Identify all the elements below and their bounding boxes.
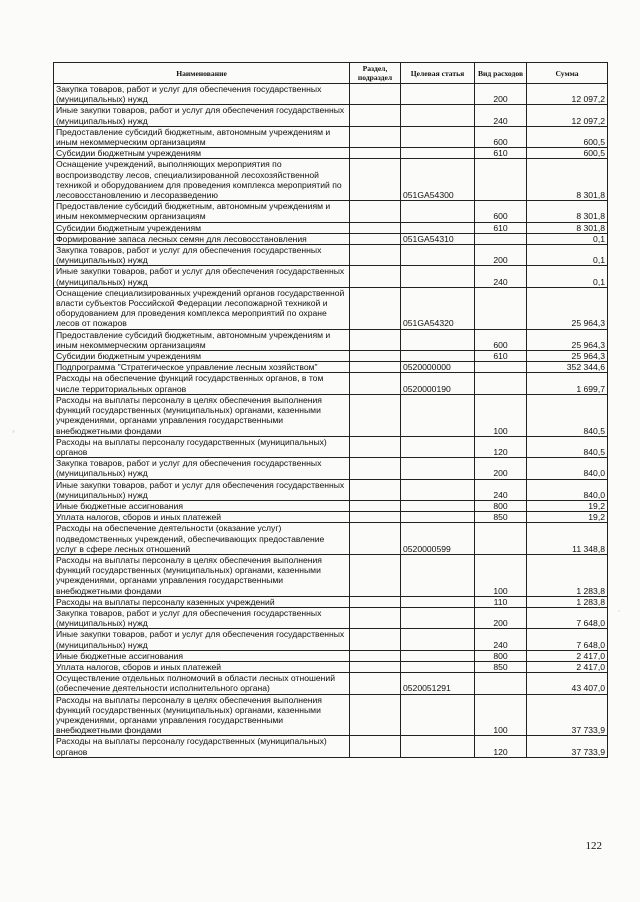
cell-target — [401, 105, 475, 126]
table-row — [54, 596, 608, 607]
cell-amount: 2 417,0 — [527, 661, 608, 672]
cell-name: Расходы на выплаты персоналу государственных (муниципальных) органов — [54, 736, 350, 757]
cell-name: Закупка товаров, работ и услуг для обеспечения государственных (муниципальных) нужд — [54, 84, 350, 105]
cell-target: 0520000190 — [401, 373, 475, 394]
cell-name: Иные бюджетные ассигнования — [54, 650, 350, 661]
table-row — [54, 512, 608, 523]
cell-section — [350, 105, 401, 126]
cell-name: Субсидии бюджетным учреждениям — [54, 222, 350, 233]
cell-name: Подпрограмма "Стратегическое управление лесным хозяйством" — [54, 362, 350, 373]
cell-section — [350, 201, 401, 222]
cell-name: Расходы на выплаты персоналу государственных (муниципальных) органов — [54, 436, 350, 457]
cell-target — [401, 596, 475, 607]
scan-speck — [618, 610, 620, 612]
cell-section — [350, 233, 401, 244]
cell-target: 0520000000 — [401, 362, 475, 373]
cell-target — [401, 351, 475, 362]
cell-section — [350, 512, 401, 523]
cell-amount: 8 301,8 — [527, 201, 608, 222]
cell-target — [401, 148, 475, 159]
cell-amount: 12 097,2 — [527, 84, 608, 105]
cell-section — [350, 287, 401, 329]
cell-target — [401, 554, 475, 596]
cell-expense-type — [475, 159, 527, 201]
cell-amount: 840,0 — [527, 479, 608, 500]
cell-section — [350, 329, 401, 350]
cell-section — [350, 523, 401, 555]
cell-target — [401, 394, 475, 436]
cell-expense-type: 800 — [475, 650, 527, 661]
cell-amount: 37 733,9 — [527, 694, 608, 736]
cell-expense-type: 200 — [475, 84, 527, 105]
cell-amount: 12 097,2 — [527, 105, 608, 126]
cell-name: Расходы на обеспечение функций государственных органов, в том числе территориальных органов — [54, 373, 350, 394]
cell-target — [401, 329, 475, 350]
cell-amount: 25 964,3 — [527, 351, 608, 362]
cell-expense-type: 110 — [475, 596, 527, 607]
table-row — [54, 126, 608, 147]
cell-expense-type: 200 — [475, 607, 527, 628]
cell-expense-type: 600 — [475, 329, 527, 350]
cell-amount: 25 964,3 — [527, 287, 608, 329]
cell-name: Осуществление отдельных полномочий в области лесных отношений (обеспечение деятельности исполнительного органа) — [54, 673, 350, 694]
cell-expense-type: 240 — [475, 266, 527, 287]
cell-section — [350, 373, 401, 394]
cell-amount: 0,1 — [527, 245, 608, 266]
cell-section — [350, 479, 401, 500]
cell-amount: 25 964,3 — [527, 329, 608, 350]
cell-section — [350, 554, 401, 596]
table-row — [54, 458, 608, 479]
cell-expense-type — [475, 233, 527, 244]
cell-expense-type — [475, 673, 527, 694]
cell-expense-type — [475, 373, 527, 394]
cell-name: Оснащение учреждений, выполняющих мероприятия по воспроизводству лесов, специализированной лесохозяйственной техникой и оборудованием для проведения комплекса мероприятий по лесовосстановлению и лесоразведению — [54, 159, 350, 201]
cell-section — [350, 126, 401, 147]
cell-expense-type: 600 — [475, 201, 527, 222]
cell-expense-type: 120 — [475, 736, 527, 757]
header-amount: Сумма — [527, 63, 608, 84]
cell-section — [350, 736, 401, 757]
header-target: Целевая статья — [401, 63, 475, 84]
cell-name: Расходы на выплаты персоналу в целях обеспечения выполнения функций государственных (муниципальных) органами, казенными учреждениями, органами управления государственными внебюджетными фондами — [54, 694, 350, 736]
cell-name: Предоставление субсидий бюджетным, автономным учреждениям и иным некоммерческим организациям — [54, 329, 350, 350]
cell-target — [401, 694, 475, 736]
cell-target: 051GA54310 — [401, 233, 475, 244]
cell-name: Субсидии бюджетным учреждениям — [54, 148, 350, 159]
table-row — [54, 629, 608, 650]
cell-name: Расходы на выплаты персоналу в целях обеспечения выполнения функций государственных (муниципальных) органами, казенными учреждениями, органами управления государственными внебюджетными фондами — [54, 394, 350, 436]
header-section: Раздел, подраздел — [350, 63, 401, 84]
cell-section — [350, 84, 401, 105]
cell-section — [350, 500, 401, 511]
table-row — [54, 554, 608, 596]
cell-target: 051GA54300 — [401, 159, 475, 201]
cell-section — [350, 159, 401, 201]
cell-target — [401, 245, 475, 266]
cell-name: Расходы на выплаты персоналу в целях обеспечения выполнения функций государственных (муниципальных) органами, казенными учреждениями, органами управления государственными внебюджетными фондами — [54, 554, 350, 596]
cell-section — [350, 661, 401, 672]
cell-target — [401, 201, 475, 222]
table-row — [54, 373, 608, 394]
table-row — [54, 607, 608, 628]
cell-section — [350, 436, 401, 457]
cell-amount: 11 348,8 — [527, 523, 608, 555]
table-body — [54, 84, 608, 758]
cell-amount: 19,2 — [527, 512, 608, 523]
table-row — [54, 694, 608, 736]
cell-amount: 0,1 — [527, 233, 608, 244]
cell-target: 051GA54320 — [401, 287, 475, 329]
cell-name: Закупка товаров, работ и услуг для обеспечения государственных (муниципальных) нужд — [54, 458, 350, 479]
cell-target — [401, 479, 475, 500]
cell-name: Формирование запаса лесных семян для лесовосстановления — [54, 233, 350, 244]
table-row — [54, 329, 608, 350]
cell-expense-type: 200 — [475, 245, 527, 266]
cell-expense-type: 610 — [475, 148, 527, 159]
table-row — [54, 479, 608, 500]
table-row — [54, 233, 608, 244]
cell-name: Предоставление субсидий бюджетным, автономным учреждениям и иным некоммерческим организациям — [54, 201, 350, 222]
cell-expense-type: 100 — [475, 554, 527, 596]
table-row — [54, 222, 608, 233]
table-row — [54, 650, 608, 661]
cell-section — [350, 351, 401, 362]
cell-section — [350, 394, 401, 436]
cell-amount: 37 733,9 — [527, 736, 608, 757]
cell-name: Оснащение специализированных учреждений органов государственной власти субъектов Российской Федерации лесопожарной техникой и оборудованием для проведения комплекса мероприятий по охране лесов от пожаров — [54, 287, 350, 329]
cell-amount: 840,0 — [527, 458, 608, 479]
cell-expense-type: 800 — [475, 500, 527, 511]
cell-amount: 2 417,0 — [527, 650, 608, 661]
cell-name: Уплата налогов, сборов и иных платежей — [54, 512, 350, 523]
cell-name: Расходы на выплаты персоналу казенных учреждений — [54, 596, 350, 607]
cell-target: 0520000599 — [401, 523, 475, 555]
cell-expense-type: 100 — [475, 394, 527, 436]
cell-target — [401, 661, 475, 672]
cell-amount: 600,5 — [527, 148, 608, 159]
cell-amount: 1 283,8 — [527, 596, 608, 607]
cell-amount: 7 648,0 — [527, 629, 608, 650]
cell-amount: 43 407,0 — [527, 673, 608, 694]
table-row — [54, 245, 608, 266]
cell-name: Иные закупки товаров, работ и услуг для обеспечения государственных (муниципальных) нужд — [54, 266, 350, 287]
cell-target — [401, 650, 475, 661]
cell-expense-type: 240 — [475, 105, 527, 126]
cell-section — [350, 694, 401, 736]
cell-target: 0520051291 — [401, 673, 475, 694]
cell-target — [401, 736, 475, 757]
cell-name: Расходы на обеспечение деятельности (оказание услуг) подведомственных учреждений, обеспечивающих предоставление услуг в сфере лесных отношений — [54, 523, 350, 555]
cell-section — [350, 266, 401, 287]
cell-expense-type: 100 — [475, 694, 527, 736]
cell-expense-type: 600 — [475, 126, 527, 147]
table-row — [54, 394, 608, 436]
cell-name: Предоставление субсидий бюджетным, автономным учреждениям и иным некоммерческим организациям — [54, 126, 350, 147]
cell-name: Закупка товаров, работ и услуг для обеспечения государственных (муниципальных) нужд — [54, 245, 350, 266]
cell-target — [401, 512, 475, 523]
table-row — [54, 201, 608, 222]
cell-target — [401, 500, 475, 511]
table-row — [54, 148, 608, 159]
cell-amount: 352 344,6 — [527, 362, 608, 373]
table-row — [54, 736, 608, 757]
table-row — [54, 84, 608, 105]
cell-name: Субсидии бюджетным учреждениям — [54, 351, 350, 362]
cell-target — [401, 126, 475, 147]
cell-amount: 1 283,8 — [527, 554, 608, 596]
cell-expense-type: 850 — [475, 661, 527, 672]
table-row — [54, 523, 608, 555]
cell-section — [350, 607, 401, 628]
cell-amount: 840,5 — [527, 436, 608, 457]
cell-name: Уплата налогов, сборов и иных платежей — [54, 661, 350, 672]
cell-target — [401, 629, 475, 650]
page-number: 122 — [585, 840, 602, 852]
cell-name: Иные закупки товаров, работ и услуг для обеспечения государственных (муниципальных) нужд — [54, 479, 350, 500]
table-row — [54, 500, 608, 511]
cell-target — [401, 222, 475, 233]
table-row — [54, 362, 608, 373]
cell-section — [350, 148, 401, 159]
table-row — [54, 159, 608, 201]
cell-section — [350, 222, 401, 233]
cell-target — [401, 607, 475, 628]
cell-expense-type — [475, 362, 527, 373]
cell-section — [350, 362, 401, 373]
cell-expense-type: 610 — [475, 222, 527, 233]
cell-expense-type: 610 — [475, 351, 527, 362]
cell-expense-type: 240 — [475, 479, 527, 500]
cell-amount: 8 301,8 — [527, 222, 608, 233]
cell-target — [401, 84, 475, 105]
table-header-row — [54, 63, 608, 84]
header-expense-type: Вид расходов — [475, 63, 527, 84]
cell-expense-type — [475, 523, 527, 555]
scan-speck — [12, 430, 15, 433]
cell-expense-type: 120 — [475, 436, 527, 457]
table-row — [54, 287, 608, 329]
cell-section — [350, 596, 401, 607]
cell-name: Закупка товаров, работ и услуг для обеспечения государственных (муниципальных) нужд — [54, 607, 350, 628]
table-row — [54, 266, 608, 287]
cell-name: Иные закупки товаров, работ и услуг для обеспечения государственных (муниципальных) нужд — [54, 105, 350, 126]
cell-amount: 840,5 — [527, 394, 608, 436]
table-row — [54, 105, 608, 126]
budget-table — [53, 62, 608, 758]
cell-section — [350, 629, 401, 650]
cell-name: Иные бюджетные ассигнования — [54, 500, 350, 511]
cell-amount: 1 699,7 — [527, 373, 608, 394]
cell-section — [350, 650, 401, 661]
cell-target — [401, 436, 475, 457]
table-row — [54, 351, 608, 362]
table-row — [54, 673, 608, 694]
cell-target — [401, 458, 475, 479]
cell-expense-type — [475, 287, 527, 329]
table-row — [54, 661, 608, 672]
header-name: Наименование — [54, 63, 350, 84]
cell-expense-type: 240 — [475, 629, 527, 650]
cell-amount: 0,1 — [527, 266, 608, 287]
cell-name: Иные закупки товаров, работ и услуг для обеспечения государственных (муниципальных) нужд — [54, 629, 350, 650]
cell-amount: 19,2 — [527, 500, 608, 511]
cell-amount: 7 648,0 — [527, 607, 608, 628]
cell-expense-type: 200 — [475, 458, 527, 479]
cell-section — [350, 458, 401, 479]
cell-section — [350, 245, 401, 266]
cell-amount: 8 301,8 — [527, 159, 608, 201]
cell-amount: 600,5 — [527, 126, 608, 147]
table-row — [54, 436, 608, 457]
cell-section — [350, 673, 401, 694]
cell-expense-type: 850 — [475, 512, 527, 523]
cell-target — [401, 266, 475, 287]
